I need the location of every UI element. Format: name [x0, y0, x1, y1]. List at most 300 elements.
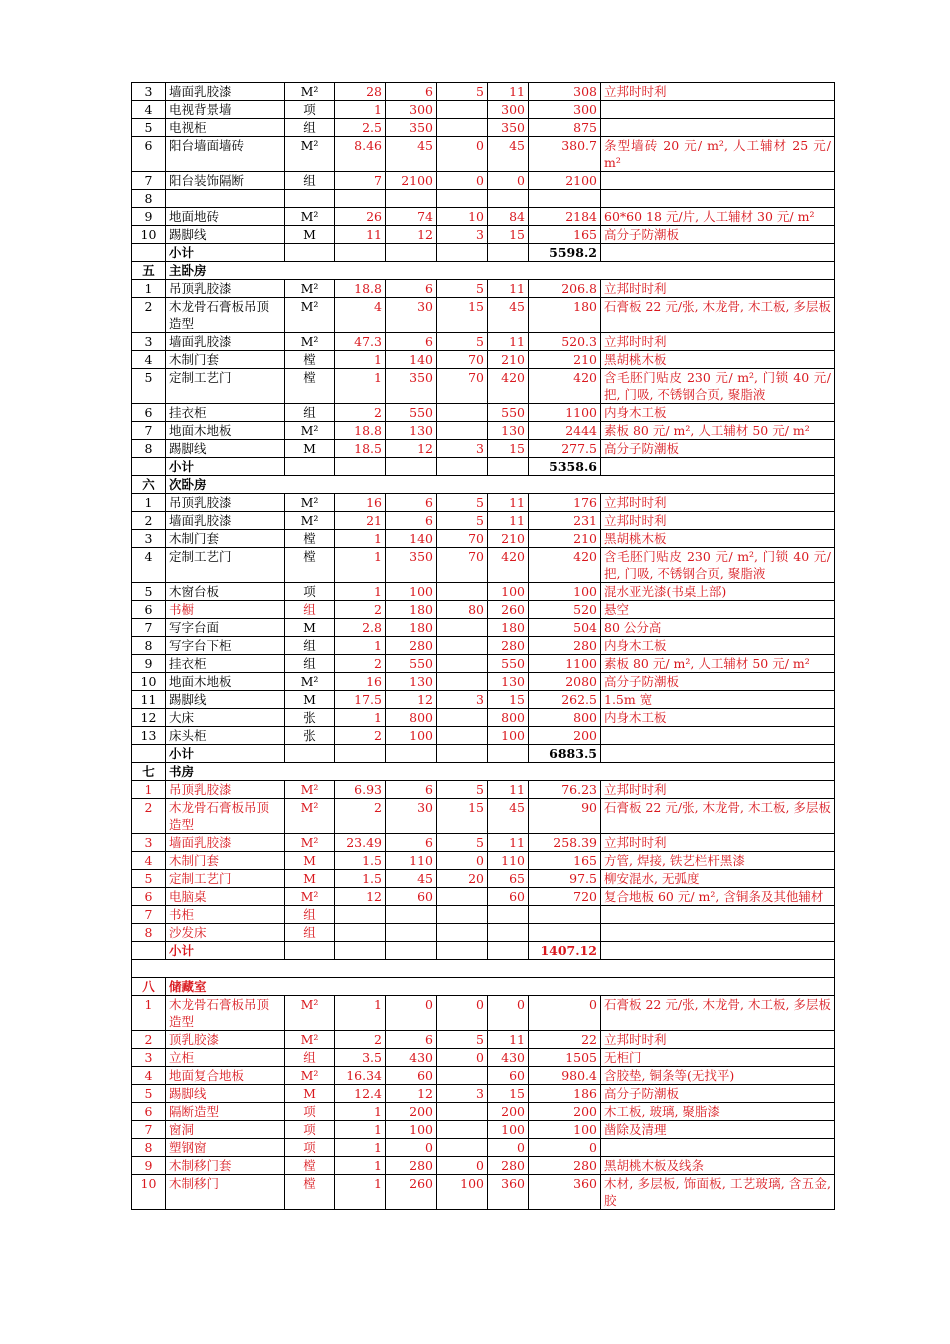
- cell-total: 210: [529, 351, 601, 369]
- cell-no: 8: [132, 190, 166, 208]
- unit-text: 项: [303, 1122, 316, 1137]
- cell-unit: [285, 727, 335, 745]
- table-row: [132, 601, 835, 619]
- table-row: [132, 1031, 835, 1049]
- cell-item-name: 沙发床: [166, 924, 285, 942]
- cell-total: 720: [529, 888, 601, 906]
- cell-qty: 1: [335, 1157, 386, 1175]
- cell-note: 立邦时时利: [601, 333, 835, 351]
- cell-price-labor: 5: [437, 494, 488, 512]
- cell-unit: [285, 834, 335, 852]
- cell-price-labor: 3: [437, 226, 488, 244]
- cell-unit: [285, 888, 335, 906]
- cell-qty: 7: [335, 172, 386, 190]
- unit-text: 樘: [303, 531, 316, 546]
- table-row: [132, 781, 835, 799]
- cell-no: 5: [132, 870, 166, 888]
- cell-total: 2184: [529, 208, 601, 226]
- cell-total: 262.5: [529, 691, 601, 709]
- unit-text: 樘: [303, 1158, 316, 1173]
- cell-item-name: 阳台墙面墙砖: [166, 137, 285, 172]
- cell-price-labor: 15: [437, 799, 488, 834]
- cell-price-c: [488, 458, 529, 476]
- cell-unit: [285, 101, 335, 119]
- cell-item-name: 挂衣柜: [166, 655, 285, 673]
- unit-text: 项: [303, 102, 316, 117]
- cell-price-material: 200: [386, 1103, 437, 1121]
- unit-text: 组: [303, 120, 316, 135]
- cell-item-name: 塑钢窗: [166, 1139, 285, 1157]
- unit-text: M²: [300, 495, 319, 510]
- cell-price-labor: 0: [437, 1157, 488, 1175]
- cell-total: [529, 190, 601, 208]
- cell-price-material: 350: [386, 369, 437, 404]
- cell-no: 6: [132, 137, 166, 172]
- cell-no: 8: [132, 924, 166, 942]
- subtotal-value: 1407.12: [529, 942, 601, 960]
- cell-unit: [285, 673, 335, 691]
- cell-qty: 1: [335, 101, 386, 119]
- cell-item-name: 定制工艺门: [166, 870, 285, 888]
- cell-no: 2: [132, 512, 166, 530]
- cell-no: 6: [132, 1103, 166, 1121]
- cell-unit: [285, 494, 335, 512]
- cell-note: [601, 101, 835, 119]
- cell-item-name: 木制移门套: [166, 1157, 285, 1175]
- quote-table: [131, 82, 835, 1210]
- unit-text: 项: [303, 1104, 316, 1119]
- table-row: [132, 709, 835, 727]
- table-row: [132, 1139, 835, 1157]
- cell-item-name: 地面复合地板: [166, 1067, 285, 1085]
- cell-price-b: [437, 458, 488, 476]
- cell-item-name: 木龙骨石膏板吊顶造型: [166, 298, 285, 333]
- cell-item-name: 吊顶乳胶漆: [166, 781, 285, 799]
- cell-total: 280: [529, 1157, 601, 1175]
- cell-note: 复合地板 60 元/ m², 含铜条及其他辅材: [601, 888, 835, 906]
- table-row: [132, 870, 835, 888]
- cell-item-name: 写字台面: [166, 619, 285, 637]
- table-row: [132, 530, 835, 548]
- cell-price-labor: 5: [437, 1031, 488, 1049]
- cell-total: 231: [529, 512, 601, 530]
- cell-no: 4: [132, 1067, 166, 1085]
- cell-unit-price: 210: [488, 530, 529, 548]
- cell-price-material: 60: [386, 888, 437, 906]
- unit-text: M: [303, 620, 316, 635]
- cell-unit: [285, 244, 335, 262]
- unit-text: M²: [300, 334, 319, 349]
- unit-text: M²: [300, 513, 319, 528]
- cell-note: 黑胡桃木板: [601, 351, 835, 369]
- cell-price-labor: 80: [437, 601, 488, 619]
- cell-qty: 2: [335, 1031, 386, 1049]
- cell-item-name: 踢脚线: [166, 440, 285, 458]
- table-row: [132, 101, 835, 119]
- cell-price-material: 74: [386, 208, 437, 226]
- unit-text: M: [303, 1086, 316, 1101]
- cell-price-labor: 3: [437, 691, 488, 709]
- cell-unit: [285, 1121, 335, 1139]
- cell-unit: [285, 906, 335, 924]
- cell-qty: 2: [335, 799, 386, 834]
- table-row: [132, 333, 835, 351]
- cell-price-labor: 3: [437, 440, 488, 458]
- table-row: [132, 422, 835, 440]
- cell-unit-price: 300: [488, 101, 529, 119]
- cell-no: 6: [132, 601, 166, 619]
- table-row: [132, 280, 835, 298]
- section-header-row: [132, 262, 835, 280]
- cell-note: 石膏板 22 元/张, 木龙骨, 木工板, 多层板: [601, 298, 835, 333]
- cell-no: 2: [132, 298, 166, 333]
- table-row: [132, 852, 835, 870]
- unit-text: 组: [303, 1050, 316, 1065]
- cell-unit-price: 420: [488, 369, 529, 404]
- cell-item-name: 立柜: [166, 1049, 285, 1067]
- cell-unit: [285, 422, 335, 440]
- cell-unit-price: 800: [488, 709, 529, 727]
- cell-unit-price: 15: [488, 691, 529, 709]
- cell-unit: [285, 1175, 335, 1210]
- cell-unit-price: 11: [488, 512, 529, 530]
- cell-qty: 28: [335, 83, 386, 101]
- cell-price-c: [488, 745, 529, 763]
- cell-no: 1: [132, 494, 166, 512]
- unit-text: M²: [300, 1068, 319, 1083]
- cell-item-name: 木制门套: [166, 530, 285, 548]
- cell-no: 3: [132, 834, 166, 852]
- cell-note: 高分子防潮板: [601, 1085, 835, 1103]
- cell-unit-price: [488, 190, 529, 208]
- cell-item-name: 木制门套: [166, 852, 285, 870]
- cell-unit-price: 11: [488, 83, 529, 101]
- cell-unit: [285, 530, 335, 548]
- cell-no: 6: [132, 888, 166, 906]
- cell-price-material: 0: [386, 1139, 437, 1157]
- cell-no: 13: [132, 727, 166, 745]
- cell-no: 3: [132, 1049, 166, 1067]
- cell-unit-price: 420: [488, 548, 529, 583]
- cell-qty: [335, 924, 386, 942]
- cell-note: 1.5m 宽: [601, 691, 835, 709]
- cell-item-name: 踢脚线: [166, 1085, 285, 1103]
- subtotal-value: 6883.5: [529, 745, 601, 763]
- cell-unit-price: 45: [488, 137, 529, 172]
- cell-unit: [285, 512, 335, 530]
- unit-text: M²: [300, 800, 319, 815]
- subtotal-label: 小计: [166, 745, 285, 763]
- cell-unit-price: 130: [488, 673, 529, 691]
- cell-price-labor: [437, 190, 488, 208]
- cell-unit-price: 11: [488, 333, 529, 351]
- cell-price-labor: 10: [437, 208, 488, 226]
- cell-total: 420: [529, 369, 601, 404]
- cell-item-name: 挂衣柜: [166, 404, 285, 422]
- cell-price-material: 6: [386, 1031, 437, 1049]
- cell-item-name: 定制工艺门: [166, 548, 285, 583]
- cell-unit: [285, 942, 335, 960]
- unit-text: 组: [303, 602, 316, 617]
- cell-item-name: 电视背景墙: [166, 101, 285, 119]
- cell-price-labor: [437, 1121, 488, 1139]
- table-row: [132, 996, 835, 1031]
- cell-price-material: [386, 190, 437, 208]
- cell-unit-price: 84: [488, 208, 529, 226]
- cell-total: 210: [529, 530, 601, 548]
- table-row: [132, 583, 835, 601]
- cell-unit: [285, 924, 335, 942]
- table-row: [132, 208, 835, 226]
- cell-price-material: 30: [386, 799, 437, 834]
- cell-qty: 1: [335, 530, 386, 548]
- section-header-row: [132, 978, 835, 996]
- cell-no: 1: [132, 781, 166, 799]
- cell-no: 7: [132, 619, 166, 637]
- cell-unit: [285, 1085, 335, 1103]
- cell-note: [601, 942, 835, 960]
- cell-qty: 1: [335, 548, 386, 583]
- cell-price-labor: 5: [437, 83, 488, 101]
- table-row: [132, 1121, 835, 1139]
- cell-item-name: 踢脚线: [166, 226, 285, 244]
- table-row: [132, 906, 835, 924]
- table-row: [132, 172, 835, 190]
- cell-price-material: 550: [386, 404, 437, 422]
- cell-price-labor: [437, 1139, 488, 1157]
- cell-item-name: 床头柜: [166, 727, 285, 745]
- cell-note: 立邦时时利: [601, 512, 835, 530]
- table-row: [132, 1049, 835, 1067]
- cell-unit: [285, 996, 335, 1031]
- cell-no: 11: [132, 691, 166, 709]
- unit-text: M²: [300, 1032, 319, 1047]
- unit-text: 项: [303, 584, 316, 599]
- cell-price-b: [437, 942, 488, 960]
- cell-qty: 2.8: [335, 619, 386, 637]
- cell-qty: 1: [335, 583, 386, 601]
- cell-note: 木材, 多层板, 饰面板, 工艺玻璃, 含五金, 胶: [601, 1175, 835, 1210]
- cell-no: 8: [132, 440, 166, 458]
- unit-text: M²: [300, 138, 319, 153]
- cell-item-name: 吊顶乳胶漆: [166, 494, 285, 512]
- cell-price-material: 140: [386, 530, 437, 548]
- section-title: 储藏室: [166, 978, 835, 996]
- cell-item-name: 电脑桌: [166, 888, 285, 906]
- table-row: [132, 190, 835, 208]
- cell-total: [529, 906, 601, 924]
- cell-note: [601, 906, 835, 924]
- cell-total: 380.7: [529, 137, 601, 172]
- cell-price-material: 12: [386, 1085, 437, 1103]
- cell-qty: 1: [335, 1103, 386, 1121]
- cell-item-name: 地面地砖: [166, 208, 285, 226]
- cell-price-material: 12: [386, 691, 437, 709]
- cell-unit-price: 11: [488, 1031, 529, 1049]
- cell-total: 0: [529, 996, 601, 1031]
- cell-total: 520: [529, 601, 601, 619]
- cell-price-labor: 0: [437, 137, 488, 172]
- cell-price-labor: [437, 619, 488, 637]
- unit-text: M²: [300, 299, 319, 314]
- section-header-row: [132, 763, 835, 781]
- cell-item-name: 木制移门: [166, 1175, 285, 1210]
- table-row: [132, 494, 835, 512]
- cell-note: 立邦时时利: [601, 83, 835, 101]
- unit-text: 樘: [303, 549, 316, 564]
- unit-text: M²: [300, 997, 319, 1012]
- cell-no: 5: [132, 1085, 166, 1103]
- cell-total: 258.39: [529, 834, 601, 852]
- cell-note: 含毛胚门贴皮 230 元/ m², 门锁 40 元/把, 门吸, 不锈钢合页, 聚脂液: [601, 369, 835, 404]
- cell-total: 90: [529, 799, 601, 834]
- unit-text: 樘: [303, 352, 316, 367]
- cell-note: 立邦时时利: [601, 781, 835, 799]
- cell-total: 280: [529, 637, 601, 655]
- cell-note: 木工板, 玻璃, 聚脂漆: [601, 1103, 835, 1121]
- cell-note: 高分子防潮板: [601, 440, 835, 458]
- unit-text: 项: [303, 1140, 316, 1155]
- cell-no: 5: [132, 583, 166, 601]
- cell-price-material: 30: [386, 298, 437, 333]
- section-header-row: [132, 476, 835, 494]
- unit-text: M²: [300, 281, 319, 296]
- cell-qty: 1: [335, 1175, 386, 1210]
- cell-total: 165: [529, 852, 601, 870]
- cell-price-labor: [437, 1103, 488, 1121]
- cell-price-material: 6: [386, 280, 437, 298]
- cell-unit-price: 60: [488, 888, 529, 906]
- cell-note: 石膏板 22 元/张, 木龙骨, 木工板, 多层板: [601, 996, 835, 1031]
- subtotal-label: 小计: [166, 458, 285, 476]
- section-number: 六: [132, 476, 166, 494]
- cell-total: 100: [529, 583, 601, 601]
- table-row: [132, 226, 835, 244]
- cell-no: 3: [132, 530, 166, 548]
- cell-item-name: 墙面乳胶漆: [166, 834, 285, 852]
- cell-no: 2: [132, 1031, 166, 1049]
- cell-no: 3: [132, 83, 166, 101]
- cell-total: 520.3: [529, 333, 601, 351]
- cell-price-material: 45: [386, 137, 437, 172]
- unit-text: M²: [300, 674, 319, 689]
- cell-price-labor: 70: [437, 548, 488, 583]
- cell-total: 2444: [529, 422, 601, 440]
- cell-price-labor: 5: [437, 781, 488, 799]
- cell-unit: [285, 440, 335, 458]
- cell-item-name: 书橱: [166, 601, 285, 619]
- cell-unit: [285, 745, 335, 763]
- cell-total: 2100: [529, 172, 601, 190]
- cell-unit-price: 100: [488, 583, 529, 601]
- cell-unit: [285, 404, 335, 422]
- cell-price-material: 6: [386, 834, 437, 852]
- table-row: [132, 727, 835, 745]
- cell-total: 308: [529, 83, 601, 101]
- cell-price-material: [386, 906, 437, 924]
- cell-qty: 18.5: [335, 440, 386, 458]
- cell-item-name: 地面木地板: [166, 673, 285, 691]
- cell-no: 3: [132, 333, 166, 351]
- cell-unit: [285, 852, 335, 870]
- cell-item-name: 书柜: [166, 906, 285, 924]
- cell-unit-price: 0: [488, 996, 529, 1031]
- unit-text: M: [303, 853, 316, 868]
- cell-no: 4: [132, 101, 166, 119]
- cell-price-material: 100: [386, 1121, 437, 1139]
- cell-unit-price: 430: [488, 1049, 529, 1067]
- cell-qty: 1: [335, 1121, 386, 1139]
- cell-price-labor: 5: [437, 834, 488, 852]
- section-title: 书房: [166, 763, 835, 781]
- table-row: [132, 1175, 835, 1210]
- cell-price-material: 100: [386, 583, 437, 601]
- cell-item-name: 大床: [166, 709, 285, 727]
- cell-price-labor: [437, 709, 488, 727]
- cell-unit-price: 550: [488, 655, 529, 673]
- cell-qty: [335, 745, 386, 763]
- table-row: [132, 799, 835, 834]
- cell-unit: [285, 226, 335, 244]
- cell-price-labor: 20: [437, 870, 488, 888]
- cell-unit: [285, 1049, 335, 1067]
- cell-no: 7: [132, 422, 166, 440]
- cell-total: 277.5: [529, 440, 601, 458]
- cell-price-labor: 70: [437, 369, 488, 404]
- cell-price-b: [437, 244, 488, 262]
- cell-no: 8: [132, 1139, 166, 1157]
- unit-text: M²: [300, 84, 319, 99]
- cell-qty: [335, 190, 386, 208]
- cell-qty: 11: [335, 226, 386, 244]
- blank-row: [132, 960, 835, 978]
- cell-total: 97.5: [529, 870, 601, 888]
- cell-price-material: 350: [386, 119, 437, 137]
- cell-qty: 16.34: [335, 1067, 386, 1085]
- cell-price-material: 140: [386, 351, 437, 369]
- cell-note: [601, 244, 835, 262]
- cell-price-labor: 70: [437, 351, 488, 369]
- cell-unit: [285, 601, 335, 619]
- cell-unit: [285, 709, 335, 727]
- cell-item-name: 墙面乳胶漆: [166, 83, 285, 101]
- cell-price-labor: [437, 727, 488, 745]
- cell-price-material: 2100: [386, 172, 437, 190]
- cell-price-material: 350: [386, 548, 437, 583]
- cell-no: 10: [132, 1175, 166, 1210]
- cell-qty: 26: [335, 208, 386, 226]
- blank-cell: [132, 960, 835, 978]
- cell-price-material: 130: [386, 422, 437, 440]
- cell-price-material: 6: [386, 494, 437, 512]
- cell-qty: 1: [335, 637, 386, 655]
- section-title: 次卧房: [166, 476, 835, 494]
- cell-unit-price: 280: [488, 1157, 529, 1175]
- cell-no: 7: [132, 172, 166, 190]
- cell-note: 立邦时时利: [601, 280, 835, 298]
- cell-note: 立邦时时利: [601, 834, 835, 852]
- cell-unit: [285, 799, 335, 834]
- cell-price-c: [488, 244, 529, 262]
- cell-note: [601, 172, 835, 190]
- cell-no: 7: [132, 906, 166, 924]
- cell-price-material: 6: [386, 333, 437, 351]
- cell-qty: 6.93: [335, 781, 386, 799]
- cell-total: 1100: [529, 655, 601, 673]
- cell-qty: 2: [335, 655, 386, 673]
- cell-unit-price: 180: [488, 619, 529, 637]
- table-row: [132, 298, 835, 333]
